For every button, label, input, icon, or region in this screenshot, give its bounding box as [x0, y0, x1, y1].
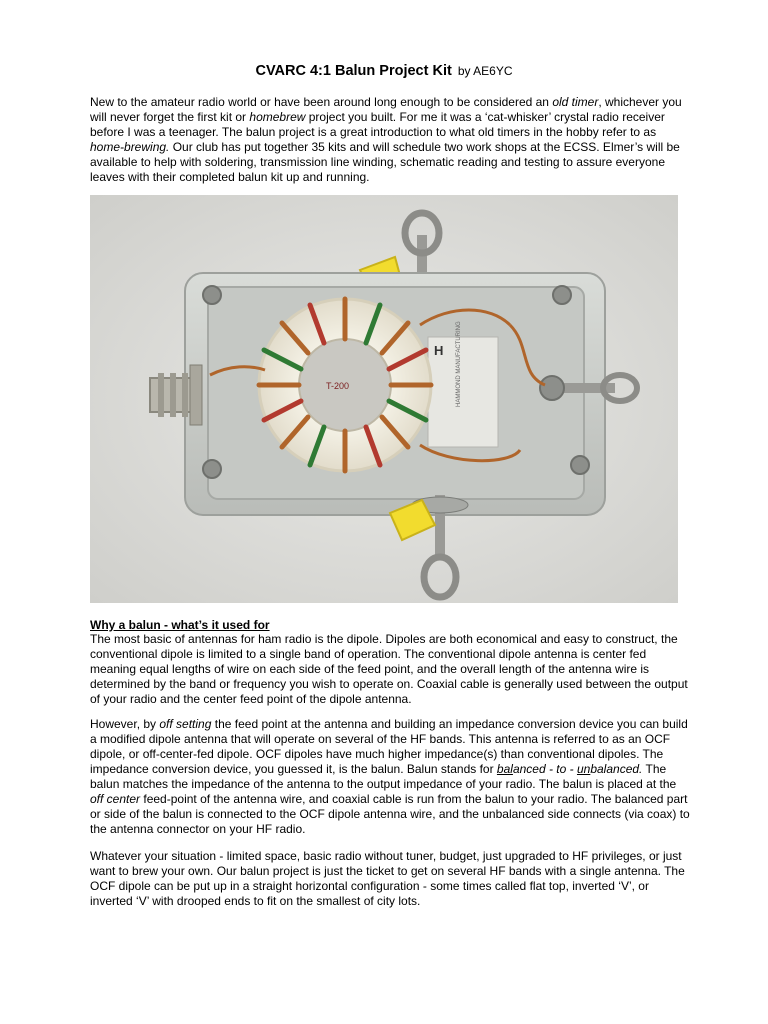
- title-main: CVARC 4:1 Balun Project Kit: [255, 63, 452, 79]
- p2-emph-anced: anced - to -: [512, 762, 577, 776]
- p2-text-4: feed-point of the antenna wire, and coaxial cable is run from the balun to your radio. The balanced part or side of the balun is connected to the OCF dipole antenna wire, and the unbalanced side connects (via coax) to the antenna connector on your HF radio.: [90, 792, 690, 836]
- p2-emph-off-setting: off setting: [159, 717, 212, 731]
- intro-text-1: New to the amateur radio world or have been around long enough to be considered an: [90, 95, 553, 109]
- p2-text-1: However, by: [90, 717, 160, 731]
- intro-text-2: , whichever you will never forget the first kit or: [90, 95, 682, 124]
- p2-text-3: The balun matches the impedance of the antenna to the output impedance of your radio. The balun is placed at the: [90, 762, 677, 791]
- svg-text:T-200: T-200: [326, 381, 350, 391]
- intro-text-4: Our club has put together 35 kits and will schedule two work shops at the ECSS. Elmer’s will be available to help with soldering, transmission line winding, schematic reading and testing to assure everyone leaves with their completed balun kit up and running.: [90, 140, 680, 184]
- p2-emph-balanced: balanced.: [590, 762, 643, 776]
- intro-emph-old-timer: old timer: [552, 95, 599, 109]
- section-paragraph-2: [90, 717, 690, 837]
- title-byline: by AE6YC: [457, 64, 513, 78]
- section-paragraph-3: Whatever your situation - limited space, basic radio without tuner, budget, just upgraded to HF privileges, or just want to brew your own. Our balun project is just the ticket to get on several HF bands with a single antenna. The OCF dipole can be put up in a straight horizontal configuration - some times called flat top, inverted ‘V’, or inverted ‘V’ with drooped ends to fit on the smallest of city lots.: [90, 849, 685, 908]
- intro-emph-homebrew: homebrew: [249, 110, 306, 124]
- balun-photo: [90, 195, 678, 603]
- toroid-coil: [259, 299, 431, 471]
- intro-text-3: project you built. For me it was a ‘cat-whisker’ crystal radio receiver before I was a teenager. The balun project is a great introduction to what old timers in the hobby refer to as: [90, 110, 665, 139]
- document-title: [0, 62, 768, 80]
- intro-paragraph: [90, 95, 690, 185]
- svg-text:HAMMOND MANUFACTURING: HAMMOND MANUFACTURING: [456, 321, 462, 407]
- p2-emph-un: un: [576, 762, 591, 776]
- p2-emph-balanced-unbalanced: [497, 762, 642, 776]
- enclosure-label: [428, 321, 498, 447]
- svg-text:H: H: [434, 343, 444, 358]
- p2-emph-off-center: off center: [90, 792, 141, 806]
- intro-emph-home-brewing: home-brewing.: [90, 140, 170, 154]
- section-heading: Why a balun - what’s it used for: [90, 618, 270, 632]
- p2-emph-bal: bal: [496, 762, 513, 776]
- p2-text-2: the feed point at the antenna and building an impedance conversion device you can build a modified dipole antenna that will operate on several of the HF bands. This antenna is referred to as an OCF dipole, or off-center-fed dipole. OCF dipoles have much higher impedance(s) than conventional dipoles. The impedance conversion device, you guessed it, is the balun. Balun stands for: [90, 717, 688, 776]
- section-paragraph-1: The most basic of antennas for ham radio is the dipole. Dipoles are both economical and easy to construct, the conventional dipole is limited to a single band of operation. The conventional dipole antenna is center fed meaning equal lengths of wire on each side of the feed point, and the overall length of the antenna wire is determined by the band or frequency you wish to operate on. Coaxial cable is generally used between the output of your radio and the center feed point of the dipole antenna.: [90, 632, 688, 706]
